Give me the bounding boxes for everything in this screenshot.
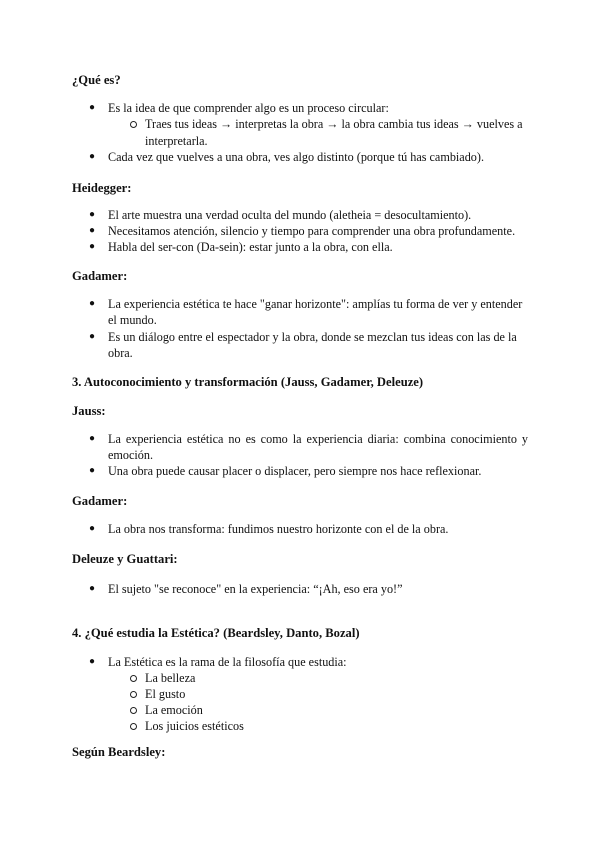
bullet-icon: ● — [89, 298, 96, 309]
heading-deleuze-guattari: Deleuze y Guattari: — [72, 552, 178, 566]
list-item: El sujeto "se reconoce" en la experiencia: “¡Ah, eso era yo!” — [108, 582, 403, 596]
heading-heidegger: Heidegger: — [72, 181, 132, 195]
list-item: La obra nos transforma: fundimos nuestro horizonte con el de la obra. — [108, 522, 449, 536]
section-4-heading: 4. ¿Qué estudia la Estética? (Beardsley, Danto, Bozal) — [72, 626, 360, 640]
bullet-icon: ● — [89, 331, 96, 342]
list-item-continuation: emoción. — [108, 448, 154, 462]
circle-bullet-icon — [130, 707, 137, 714]
heading-gadamer: Gadamer: — [72, 494, 128, 508]
list-item: Habla del ser-con (Da-sein): estar junto a la obra, con ella. — [108, 240, 393, 254]
heading-gadamer: Gadamer: — [72, 269, 128, 283]
bullet-icon: ● — [89, 209, 96, 220]
section-3-heading: 3. Autoconocimiento y transformación (Jauss, Gadamer, Deleuze) — [72, 375, 424, 389]
list-item: Una obra puede causar placer o displacer, pero siempre nos hace reflexionar. — [108, 464, 482, 478]
sub-list-item: El gusto — [145, 687, 186, 701]
circle-bullet-icon — [130, 675, 137, 682]
list-item: Es un diálogo entre el espectador y la obra, donde se mezclan tus ideas con las de la — [108, 330, 517, 344]
bullet-icon: ● — [89, 523, 96, 534]
bullet-icon: ● — [89, 241, 96, 252]
list-item: Es la idea de que comprender algo es un proceso circular: — [108, 101, 389, 115]
bullet-icon: ● — [89, 583, 96, 594]
bullet-icon: ● — [89, 656, 96, 667]
sub-list-item: Traes tus ideas → interpretas la obra → la obra cambia tus ideas → vuelves a — [145, 117, 523, 131]
bullet-icon: ● — [89, 225, 96, 236]
list-item: Cada vez que vuelves a una obra, ves algo distinto (porque tú has cambiado). — [108, 150, 485, 164]
list-item: La Estética es la rama de la filosofía que estudia: — [108, 655, 347, 669]
circle-bullet-icon — [130, 691, 137, 698]
sub-list-item: La emoción — [145, 703, 203, 717]
list-item: La experiencia estética no es como la experiencia diaria: combina conocimiento y — [108, 432, 528, 446]
bullet-icon: ● — [89, 151, 96, 162]
bullet-icon: ● — [89, 433, 96, 444]
list-item: El arte muestra una verdad oculta del mundo (aletheia = desocultamiento). — [108, 208, 472, 222]
sub-list-item-continuation: interpretarla. — [145, 134, 208, 148]
bullet-icon: ● — [89, 465, 96, 476]
list-item-continuation: obra. — [108, 346, 133, 360]
heading-jauss: Jauss: — [72, 404, 106, 418]
list-item-continuation: el mundo. — [108, 313, 157, 327]
sub-list-item: Los juicios estéticos — [145, 719, 244, 733]
heading-beardsley: Según Beardsley: — [72, 745, 166, 759]
circle-bullet-icon — [130, 723, 137, 730]
heading-que-es: ¿Qué es? — [72, 73, 121, 87]
bullet-icon: ● — [89, 102, 96, 113]
circle-bullet-icon — [130, 121, 137, 128]
sub-list-item: La belleza — [145, 671, 196, 685]
list-item: Necesitamos atención, silencio y tiempo para comprender una obra profundamente. — [108, 224, 516, 238]
list-item: La experiencia estética te hace "ganar horizonte": amplías tu forma de ver y entender — [108, 297, 523, 311]
